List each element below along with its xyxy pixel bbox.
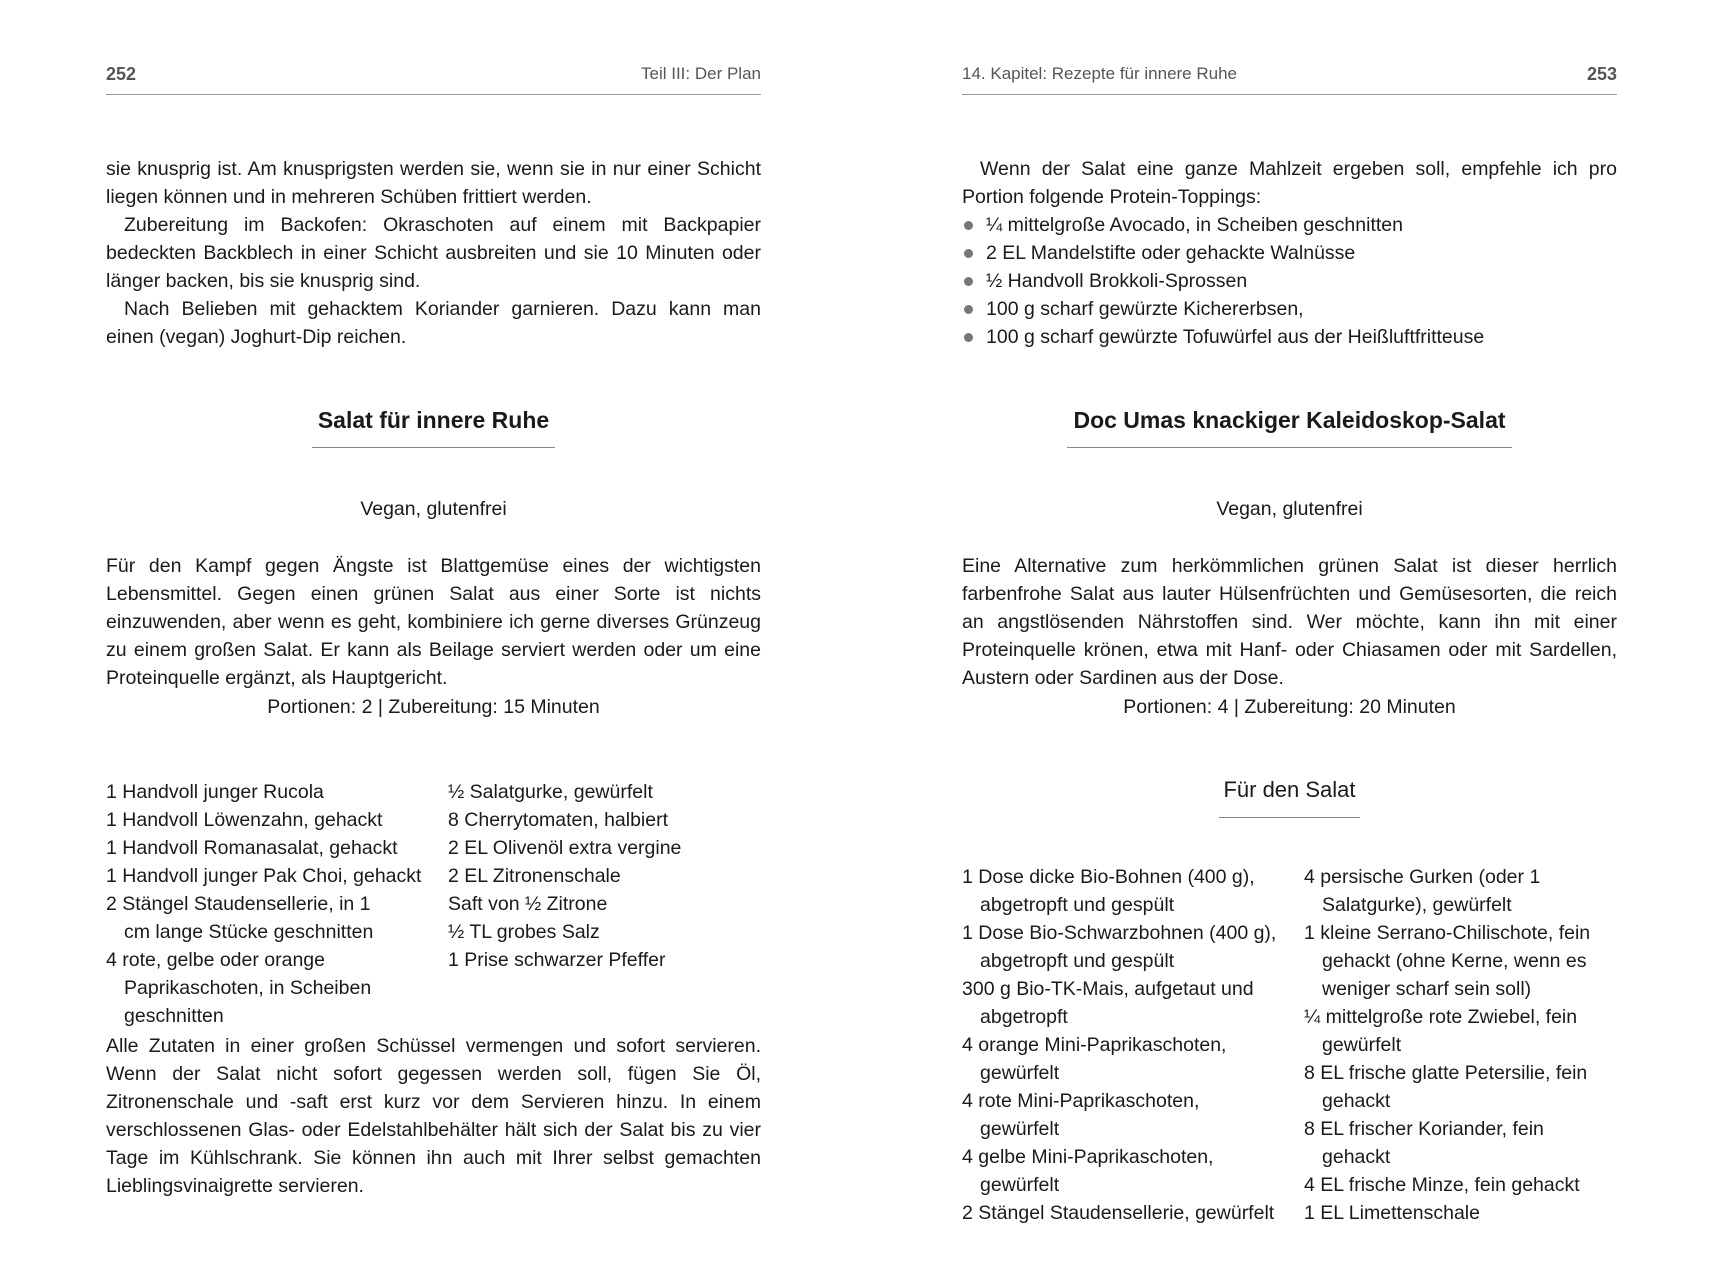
ingredient-item: 1 kleine Serrano-Chilischote, fein gehackt (ohne Kerne, wenn es weniger scharf sein soll): [1304, 922, 1591, 1000]
topping-list: [962, 211, 1617, 351]
ingredient-item: ½ Salatgurke, gewürfelt: [448, 781, 653, 803]
ingredient-item: 1 Dose dicke Bio-Bohnen (400 g), abgetropft und gespült: [962, 866, 1255, 916]
description-text: Für den Kampf gegen Ängste ist Blattgemüse eines der wichtigsten Lebensmittel. Gegen einen grünen Salat aus einer Sorte ist nichts einzuwenden, aber wenn es geht, kombiniere ich gerne diverses Grünzeug zu einem großen Salat. Er kann als Beilage serviert werden oder um eine Proteinquelle ergänzt, als Hauptgericht.: [106, 555, 761, 689]
ingredient-item: 8 EL frische glatte Petersilie, fein gehackt: [1304, 1062, 1588, 1112]
recipe-tags: Vegan, glutenfrei: [360, 498, 507, 520]
instructions-text: Alle Zutaten in einer großen Schüssel vermengen und sofort servieren. Wenn der Salat nicht sofort gegessen werden soll, fügen Sie Öl, Zitronenschale und -saft erst kurz vor dem Servieren hinzu. In einem verschlossenen Glas- oder Edelstahlbehälter hält sich der Salat bis zu vier Tage im Kühlschrank. Sie können ihn auch mit Ihrer selbst gemachten Lieblingsvinaigrette servieren.: [106, 1035, 761, 1197]
ingredient-item: 300 g Bio-TK-Mais, aufgetaut und abgetropft: [962, 978, 1254, 1028]
ingredient-column-2: [1304, 863, 1617, 1227]
ingredient-item: 2 Stängel Staudensellerie, in 1 cm lange Stücke geschnitten: [106, 893, 374, 943]
ingredient-item: ½ TL grobes Salz: [448, 921, 600, 943]
running-title: 14. Kapitel: Rezepte für innere Ruhe: [962, 64, 1238, 83]
ingredient-item: 8 Cherrytomaten, halbiert: [448, 809, 669, 831]
topping-item: ½ Handvoll Brokkoli-Sprossen: [962, 267, 1617, 295]
section-title: [962, 775, 1617, 818]
running-title: Teil III: Der Plan: [641, 64, 761, 83]
ingredient-item: 4 persische Gurken (oder 1 Salatgurke), gewürfelt: [1304, 866, 1541, 916]
recipe-servings: Portionen: 2 | Zubereitung: 15 Minuten: [267, 696, 600, 718]
recipe-description: [106, 552, 761, 692]
running-head-left: [106, 58, 761, 95]
ingredient-column-1: [106, 778, 436, 1030]
ingredient-item: ¼ mittelgroße rote Zwiebel, fein gewürfelt: [1304, 1006, 1578, 1056]
recipe-description: [962, 552, 1617, 692]
recipe-title-text: Doc Umas knackiger Kaleidoskop-Salat: [1067, 405, 1511, 448]
paragraph: Zubereitung im Backofen: Okraschoten auf einem mit Backpapier bedeckten Backblech in einer Schicht ausbreiten und sie 10 Minuten oder länger backen, bis sie knusprig sind.: [106, 214, 761, 292]
ingredient-item: 1 Handvoll junger Rucola: [106, 781, 324, 803]
ingredient-item: 4 orange Mini-Paprikaschoten, gewürfelt: [962, 1034, 1227, 1084]
ingredient-item: 4 gelbe Mini-Paprikaschoten, gewürfelt: [962, 1146, 1214, 1196]
topping-item: 2 EL Mandelstifte oder gehackte Walnüsse: [962, 239, 1617, 267]
topping-item: 100 g scharf gewürzte Tofuwürfel aus der Heißluftfritteuse: [962, 323, 1617, 351]
page-number: 253: [1586, 64, 1617, 84]
ingredient-item: 1 Dose Bio-Schwarzbohnen (400 g), abgetropft und gespült: [962, 922, 1277, 972]
ingredient-item: 2 EL Olivenöl extra vergine: [448, 837, 682, 859]
recipe-servings: Portionen: 4 | Zubereitung: 20 Minuten: [1123, 696, 1456, 718]
paragraph: Wenn der Salat eine ganze Mahlzeit ergeben soll, empfehle ich pro Portion folgende Protein-Toppings:: [962, 158, 1617, 208]
recipe-tags: Vegan, glutenfrei: [1216, 498, 1363, 520]
ingredient-item: 1 Prise schwarzer Pfeffer: [448, 949, 666, 971]
recipe-title-text: Salat für innere Ruhe: [312, 405, 555, 448]
paragraph: sie knusprig ist. Am knusprigsten werden sie, wenn sie in nur einer Schicht liegen können und in mehreren Schüben frittiert werden.: [106, 158, 761, 208]
ingredient-item: 1 Handvoll Romanasalat, gehackt: [106, 837, 398, 859]
topping-item: ¼ mittelgroße Avocado, in Scheiben geschnitten: [962, 211, 1617, 239]
ingredient-item: Saft von ½ Zitrone: [448, 893, 608, 915]
recipe-instructions: [106, 1032, 761, 1200]
section-title-text: Für den Salat: [1219, 775, 1359, 818]
ingredient-column-1: [962, 863, 1282, 1227]
ingredient-item: 1 EL Limettenschale: [1304, 1202, 1480, 1224]
ingredient-item: 4 rote, gelbe oder orange Paprikaschoten, in Scheiben geschnitten: [106, 949, 372, 1027]
ingredient-item: 4 EL frische Minze, fein gehackt: [1304, 1174, 1580, 1196]
recipe-title: [962, 405, 1617, 448]
description-text: Eine Alternative zum herkömmlichen grünen Salat ist dieser herrlich farbenfrohe Salat aus lauter Hülsenfrüchten und Gemüsesorten, die reich an angstlösenden Nährstoffen sind. Wer möchte, kann ihn mit einer Proteinquelle krönen, etwa mit Hanf- oder Chiasamen oder mit Sardellen, Austern oder Sardinen aus der Dose.: [962, 555, 1617, 689]
ingredient-column-2: [448, 778, 761, 974]
running-head-right: [962, 58, 1617, 95]
topping-text: [962, 155, 1617, 351]
ingredient-item: 2 EL Zitronenschale: [448, 865, 621, 887]
topping-item: 100 g scharf gewürzte Kichererbsen,: [962, 295, 1617, 323]
ingredient-item: 1 Handvoll junger Pak Choi, gehackt: [106, 865, 422, 887]
paragraph: Nach Belieben mit gehacktem Koriander garnieren. Dazu kann man einen (vegan) Joghurt-Dip reichen.: [106, 298, 761, 348]
page-number: 252: [106, 64, 137, 84]
ingredient-item: 1 Handvoll Löwenzahn, gehackt: [106, 809, 383, 831]
intro-text: [106, 155, 761, 351]
ingredient-item: 2 Stängel Staudensellerie, gewürfelt: [962, 1202, 1275, 1224]
recipe-title: [106, 405, 761, 448]
ingredient-item: 8 EL frischer Koriander, fein gehackt: [1304, 1118, 1544, 1168]
ingredient-item: 4 rote Mini-Paprikaschoten, gewürfelt: [962, 1090, 1200, 1140]
